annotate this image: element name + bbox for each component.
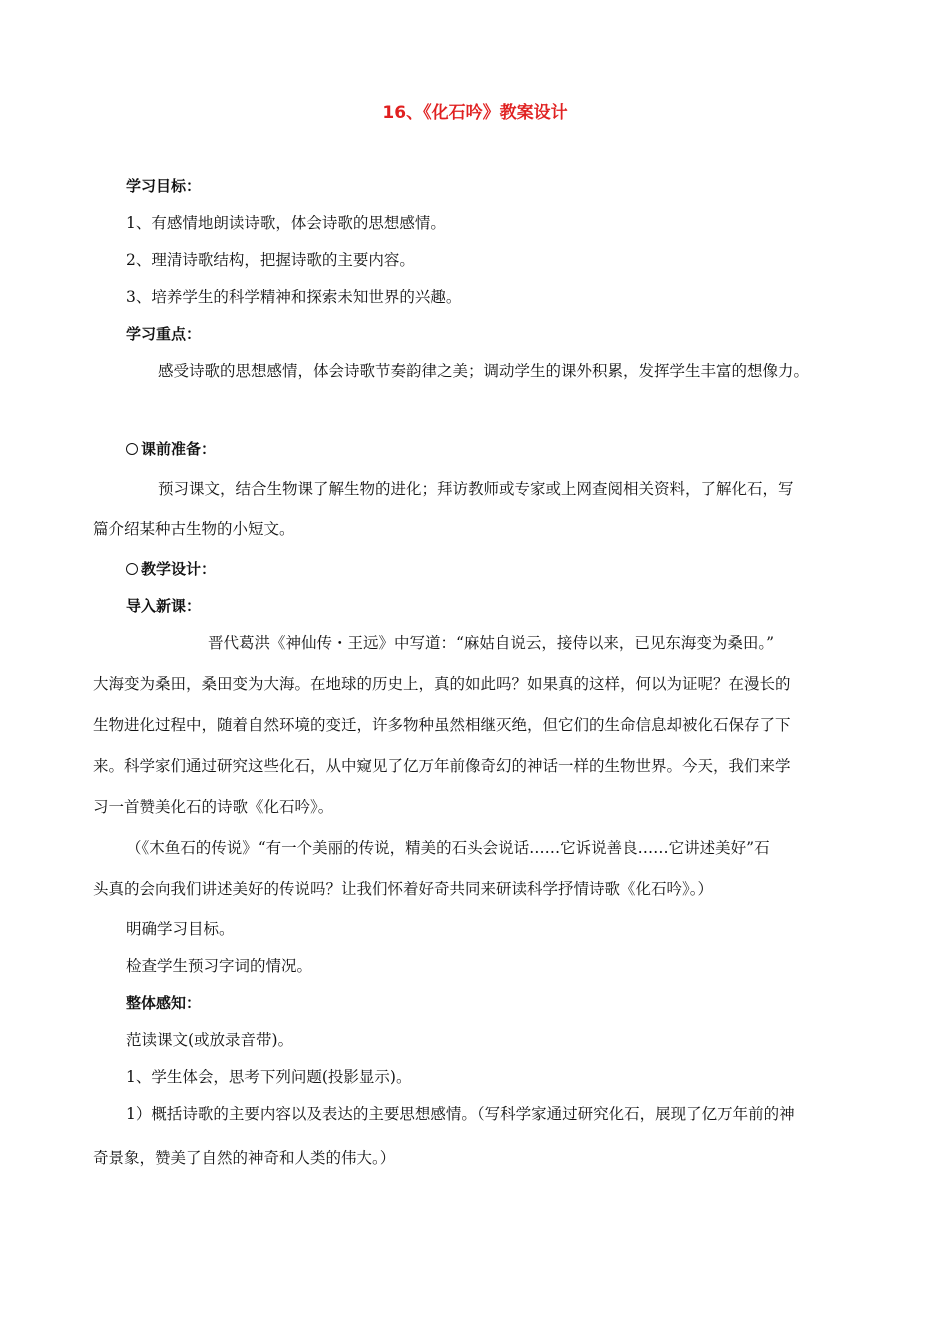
question-line: 奇景象，赞美了自然的神奇和人类的伟大。） bbox=[93, 1149, 396, 1167]
goal-item: 2、理清诗歌结构，把握诗歌的主要内容。 bbox=[126, 251, 415, 269]
question-intro: 1、学生体会，思考下列问题(投影显示)。 bbox=[126, 1068, 412, 1086]
overall-heading: 整体感知： bbox=[126, 994, 202, 1012]
circle-bullet-icon bbox=[126, 563, 138, 575]
clarify-text: 明确学习目标。 bbox=[126, 920, 235, 938]
legend-line: （《木鱼石的传说》“有一个美丽的传说，精美的石头会说话……它诉说善良……它讲述美好”石 bbox=[126, 839, 770, 857]
intro-line: 来。科学家们通过研究这些化石，从中窥见了亿万年前像奇幻的神话一样的生物世界。今天，我们来学 bbox=[93, 757, 791, 775]
focus-text: 感受诗歌的思想感情，体会诗歌节奏韵律之美；调动学生的课外积累，发挥学生丰富的想像力。 bbox=[158, 362, 810, 380]
goal-item: 1、有感情地朗读诗歌，体会诗歌的思想感情。 bbox=[126, 214, 446, 232]
legend-line: 头真的会向我们讲述美好的传说吗？让我们怀着好奇共同来研读科学抒情诗歌《化石吟》。） bbox=[93, 880, 714, 898]
question-line: 1）概括诗歌的主要内容以及表达的主要思想感情。（写科学家通过研究化石，展现了亿万年前的神 bbox=[126, 1105, 795, 1123]
goal-item: 3、培养学生的科学精神和探索未知世界的兴趣。 bbox=[126, 288, 462, 306]
intro-heading: 导入新课： bbox=[126, 597, 202, 615]
check-text: 检查学生预习字词的情况。 bbox=[126, 957, 313, 975]
design-heading: 教学设计： bbox=[141, 560, 217, 578]
prep-line: 篇介绍某种古生物的小短文。 bbox=[93, 520, 295, 538]
intro-line: 大海变为桑田，桑田变为大海。在地球的历史上，真的如此吗？如果真的这样，何以为证呢？在漫长的 bbox=[93, 675, 791, 693]
document-title: 16、《化石吟》教案设计 bbox=[382, 103, 568, 123]
intro-line: 习一首赞美化石的诗歌《化石吟》。 bbox=[93, 798, 334, 816]
intro-line: 晋代葛洪《神仙传・王远》中写道：“麻姑自说云，接侍以来，已见东海变为桑田。” bbox=[208, 634, 775, 652]
intro-line: 生物进化过程中，随着自然环境的变迁，许多物种虽然相继灭绝，但它们的生命信息却被化石保存了下 bbox=[93, 716, 791, 734]
focus-heading: 学习重点： bbox=[126, 325, 202, 343]
circle-bullet-icon bbox=[126, 443, 138, 455]
design-heading-row bbox=[126, 559, 216, 579]
prep-line: 预习课文，结合生物课了解生物的进化；拜访教师或专家或上网查阅相关资料，了解化石，写 bbox=[158, 480, 794, 498]
goals-heading: 学习目标： bbox=[126, 177, 202, 195]
model-read-text: 范读课文(或放录音带)。 bbox=[126, 1031, 294, 1049]
prep-heading: 课前准备： bbox=[141, 440, 217, 458]
prep-heading-row bbox=[126, 439, 216, 459]
